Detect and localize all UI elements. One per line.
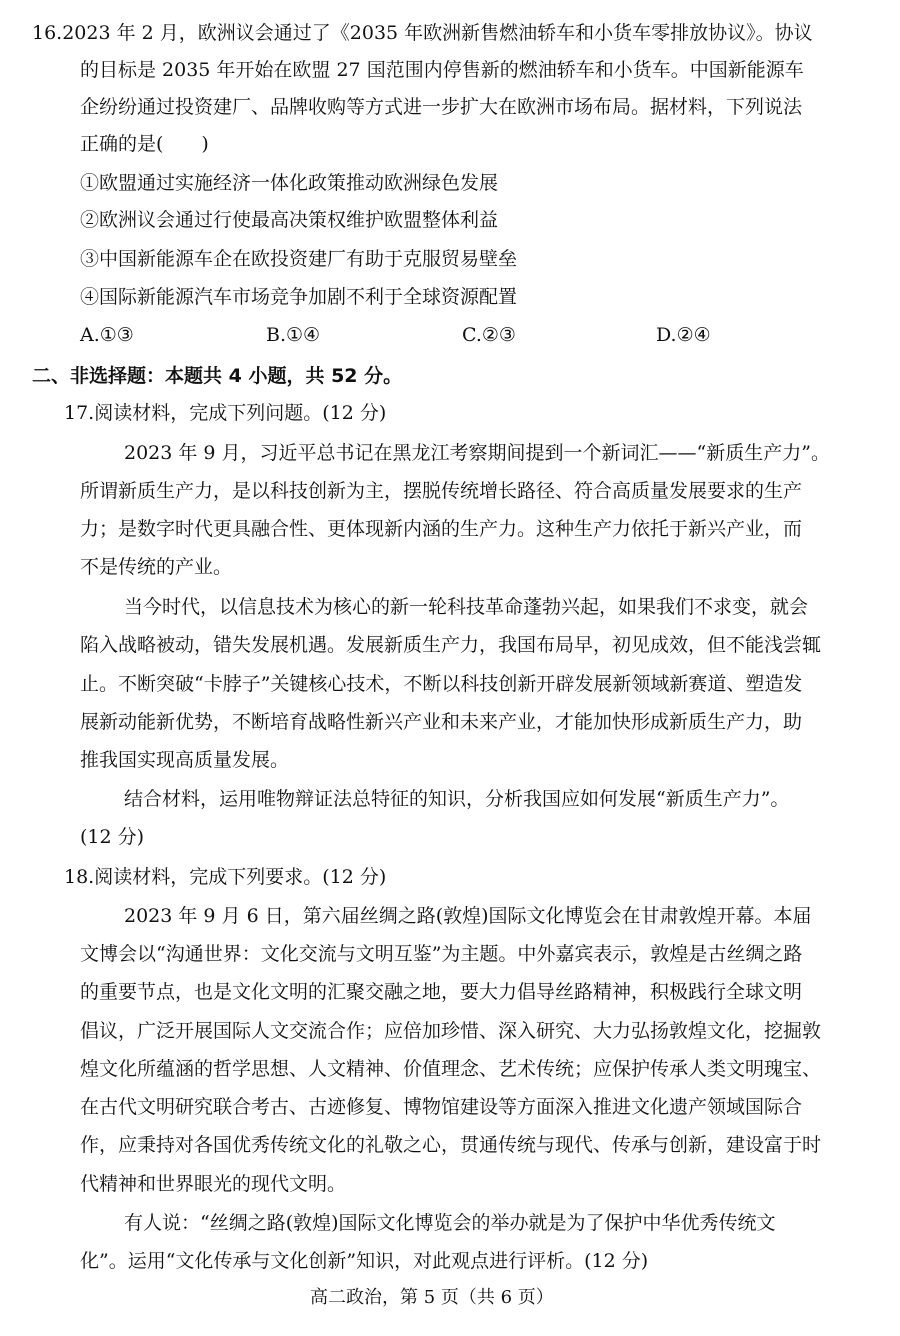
q16-line-3: 企纷纷通过投资建厂、品牌收购等方式进一步扩大在欧洲市场布局。据材料，下列说法 <box>80 96 803 118</box>
q17-line-9: 推我国实现高质量发展。 <box>80 749 290 771</box>
page-footer: 高二政治，第 5 页（共 6 页） <box>310 1287 554 1308</box>
q18-prompt: 化”。运用“文化传承与文化创新”知识，对此观点进行评析。(12 分) <box>80 1250 649 1272</box>
q16-line-1: 16.2023 年 2 月，欧洲议会通过了《2035 年欧洲新售燃油轿车和小货车零排放协议》。协议 <box>32 22 813 44</box>
q16-option-b: B.①④ <box>266 324 321 346</box>
q18-line-7: 作，应秉持对各国优秀传统文化的礼敬之心，贯通传统与现代、传承与创新，建设富于时 <box>80 1134 822 1156</box>
q17-line-7: 止。不断突破“卡脖子”关键核心技术，不断以科技创新开辟发展新领域新赛道、塑造发 <box>80 673 803 695</box>
q18-line-3: 的重要节点，也是文化文明的汇聚交融之地，要大力倡导丝路精神，积极践行全球文明 <box>80 981 803 1003</box>
q17-prompt: 结合材料，运用唯物辩证法总特征的知识，分析我国应如何发展“新质生产力”。 <box>124 788 790 810</box>
q16-statement-1: ①欧盟通过实施经济一体化政策推动欧洲绿色发展 <box>80 172 499 194</box>
q17-line-5: 当今时代，以信息技术为核心的新一轮科技革命蓬勃兴起，如果我们不求变，就会 <box>124 596 809 618</box>
q17-line-1: 2023 年 9 月，习近平总书记在黑龙江考察期间提到一个新词汇——“新质生产力”。 <box>124 442 830 464</box>
q18-line-5: 煌文化所蕴涵的哲学思想、人文精神、价值理念、艺术传统；应保护传承人类文明瑰宝、 <box>80 1058 822 1080</box>
q18-line-4: 倡议，广泛开展国际人文交流合作；应倍加珍惜、深入研究、大力弘扬敦煌文化，挖掘敦 <box>80 1020 822 1042</box>
q18-line-8: 代精神和世界眼光的现代文明。 <box>80 1173 347 1195</box>
q18-line-1: 2023 年 9 月 6 日，第六届丝绸之路(敦煌)国际文化博览会在甘肃敦煌开幕。本届 <box>124 905 812 927</box>
q16-option-d: D.②④ <box>656 324 711 346</box>
q17-points: (12 分) <box>80 826 145 848</box>
q16-option-a: A.①③ <box>80 324 134 346</box>
q18-line-6: 在古代文明研究联合考古、古迹修复、博物馆建设等方面深入推进文化遗产领域国际合 <box>80 1096 803 1118</box>
q17-line-4: 不是传统的产业。 <box>80 556 233 578</box>
q16-option-c: C.②③ <box>462 324 516 346</box>
q17-line-2: 所谓新质生产力，是以科技创新为主，摆脱传统增长路径、符合高质量发展要求的生产 <box>80 480 803 502</box>
q17-title: 17.阅读材料，完成下列问题。(12 分) <box>64 402 387 424</box>
q16-statement-2: ②欧洲议会通过行使最高决策权维护欧盟整体利益 <box>80 209 499 231</box>
q18-line-2: 文博会以“沟通世界：文化交流与文明互鉴”为主题。中外嘉宾表示，敦煌是古丝绸之路 <box>80 943 803 965</box>
q18-line-9: 有人说：“丝绸之路(敦煌)国际文化博览会的举办就是为了保护中华优秀传统文 <box>124 1212 776 1234</box>
q16-line-2: 的目标是 2035 年开始在欧盟 27 国范围内停售新的燃油轿车和小货车。中国新能源车 <box>80 59 804 81</box>
q17-line-6: 陷入战略被动，错失发展机遇。发展新质生产力，我国布局早，初见成效，但不能浅尝辄 <box>80 634 822 656</box>
q16-line-4: 正确的是( ) <box>80 133 209 155</box>
q16-statement-3: ③中国新能源车企在欧投资建厂有助于克服贸易壁垒 <box>80 248 518 270</box>
section-2-heading: 二、非选择题：本题共 4 小题，共 52 分。 <box>32 365 403 387</box>
q16-statement-4: ④国际新能源汽车市场竞争加剧不利于全球资源配置 <box>80 286 518 308</box>
q18-title: 18.阅读材料，完成下列要求。(12 分) <box>64 866 387 888</box>
q17-line-3: 力；是数字时代更具融合性、更体现新内涵的生产力。这种生产力依托于新兴产业，而 <box>80 518 803 540</box>
q17-line-8: 展新动能新优势，不断培育战略性新兴产业和未来产业，才能加快形成新质生产力，助 <box>80 711 803 733</box>
